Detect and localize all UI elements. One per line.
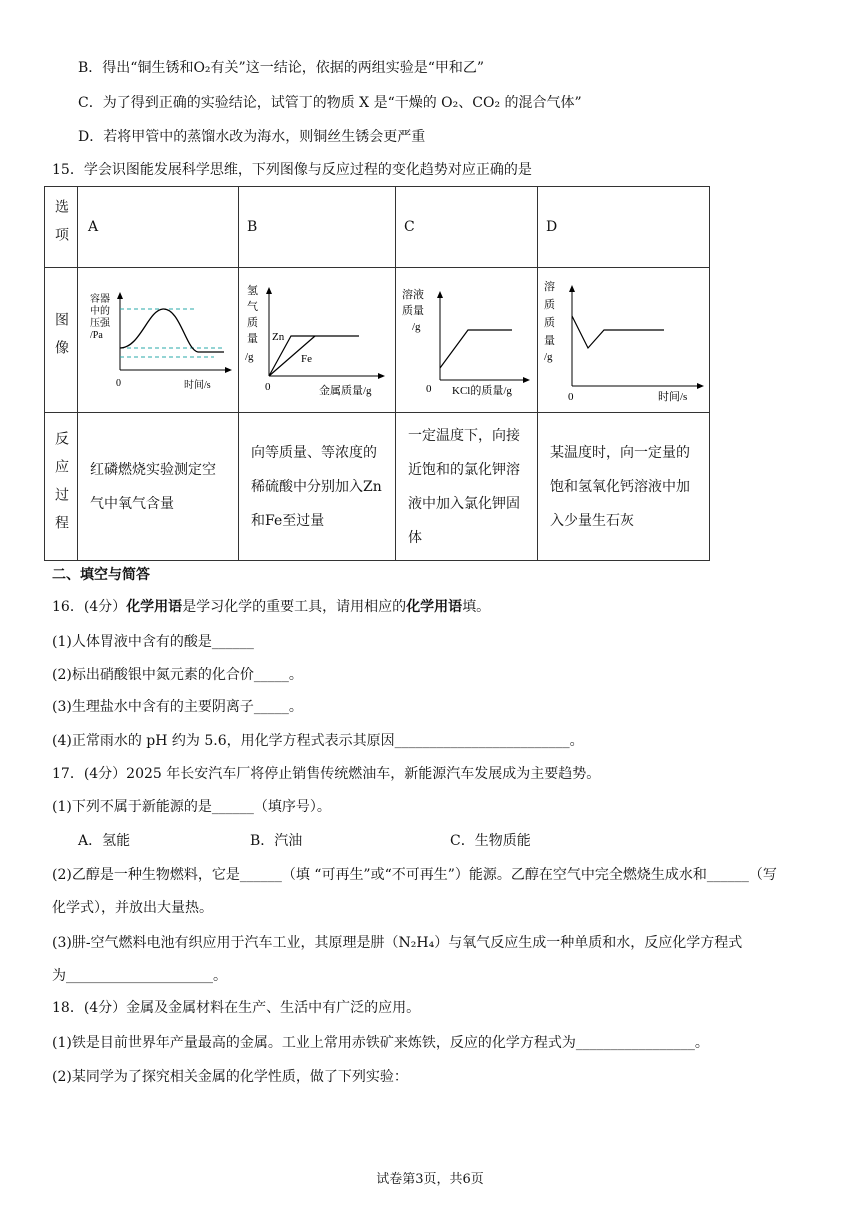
graph-d xyxy=(538,268,710,413)
graph-d-ylabel-3: 质 xyxy=(544,317,555,329)
q17-option-c: C．生物质能 xyxy=(450,833,531,849)
option-b-prev: B．得出“铜生锈和O₂有关”这一结论，依据的两组实验是“甲和乙” xyxy=(78,60,485,76)
option-d-prev: D．若将甲管中的蒸馏水改为海水，则铜丝生锈会更严重 xyxy=(78,129,426,145)
graph-b-origin: 0 xyxy=(265,381,271,393)
q16-item-4: (4)正常雨水的 pH 约为 5.6，用化学方程式表示其原因_________________________。 xyxy=(52,733,584,749)
option-b-header: B xyxy=(239,187,396,268)
graph-b xyxy=(239,268,396,413)
process-c: 一定温度下，向接近饱和的氯化钾溶液中加入氯化钾固体 xyxy=(408,427,520,546)
row-label-process: 反应过程 xyxy=(53,430,69,543)
option-c-header: C xyxy=(396,187,538,268)
q18-item-1: (1)铁是目前世界年产量最高的金属。工业上常用赤铁矿来炼铁，反应的化学方程式为_________________。 xyxy=(52,1035,709,1051)
q17-option-a: A．氢能 xyxy=(78,833,131,849)
q16-item-3: (3)生理盐水中含有的主要阴离子_____。 xyxy=(52,699,303,715)
page-footer: 试卷第3页，共6页 xyxy=(376,1172,484,1187)
graph-c-xlabel: KCl的质量/g xyxy=(452,385,512,397)
graph-b-ylabel-3: 质 xyxy=(247,317,258,329)
graph-a-ylabel-4: /Pa xyxy=(90,330,103,341)
graph-b-ylabel-5: /g xyxy=(245,351,254,363)
q17-item-2b: 化学式），并放出大量热。 xyxy=(52,900,213,916)
graph-b-ylabel-2: 气 xyxy=(247,301,258,313)
q17-item-3a: (3)肼-空气燃料电池有织应用于汽车工业，其原理是肼（N₂H₄）与氧气反应生成一种单质和水，反应化学方程式 xyxy=(52,935,743,951)
graph-a xyxy=(78,268,239,413)
q17-stem: 17．(4分）2025 年长安汽车厂将停止销售传统燃油车，新能源汽车发展成为主要趋势。 xyxy=(52,766,601,782)
graph-c xyxy=(396,268,538,413)
q17-item-2a: (2)乙醇是一种生物燃料，它是______（填 “可再生”或“不可再生”）能源。乙醇在空气中完全燃烧生成水和______（写 xyxy=(52,867,777,883)
graph-c-ylabel-3: /g xyxy=(412,321,421,333)
graph-c-origin: 0 xyxy=(426,383,432,395)
graph-d-origin: 0 xyxy=(568,391,574,403)
q16-item-1: (1)人体胃液中含有的酸是______ xyxy=(52,634,254,650)
graph-d-ylabel-1: 溶 xyxy=(544,281,555,293)
graph-a-ylabel-1: 容器 xyxy=(90,294,110,305)
graph-a-xlabel: 时间/s xyxy=(184,380,211,391)
graph-b-fe-label: Fe xyxy=(301,353,312,365)
q16-stem: 16．(4分）化学用语是学习化学的重要工具，请用相应的化学用语填。 xyxy=(52,599,491,615)
q18-stem: 18．(4分）金属及金属材料在生产、生活中有广泛的应用。 xyxy=(52,1000,421,1016)
q15-stem: 15．学会识图能发展科学思维，下列图像与反应过程的变化趋势对应正确的是 xyxy=(52,162,532,178)
graph-d-ylabel-4: 量 xyxy=(544,335,555,347)
option-d-header: D xyxy=(538,187,710,268)
graph-b-zn-label: Zn xyxy=(272,331,285,343)
graph-b-xlabel: 金属质量/g xyxy=(319,385,372,397)
graph-a-ylabel-2: 中的 xyxy=(90,306,110,317)
row-label-graph: 图像 xyxy=(53,312,69,368)
process-b: 向等质量、等浓度的稀硫酸中分别加入Zn和Fe至过量 xyxy=(251,444,382,529)
graph-d-ylabel-5: /g xyxy=(544,351,553,363)
option-c-prev: C．为了得到正确的实验结论，试管丁的物质 X 是“干燥的 O₂、CO₂ 的混合气体” xyxy=(78,95,582,111)
process-a: 红磷燃烧实验测定空气中氧气含量 xyxy=(90,461,216,512)
q17-item-3b: 为_____________________。 xyxy=(52,968,227,984)
graph-b-ylabel-1: 氢 xyxy=(247,285,258,297)
graph-a-origin: 0 xyxy=(116,378,121,389)
graph-a-ylabel-3: 压强 xyxy=(90,318,110,329)
graph-d-ylabel-2: 质 xyxy=(544,299,555,311)
q16-item-2: (2)标出硝酸银中氮元素的化合价_____。 xyxy=(52,667,303,683)
section-title: 二、填空与简答 xyxy=(52,567,150,583)
option-a-header: A xyxy=(78,187,239,268)
row-label-option: 选项 xyxy=(53,199,69,255)
q18-item-2: (2)某同学为了探究相关金属的化学性质，做了下列实验： xyxy=(52,1069,408,1085)
process-d: 某温度时，向一定量的饱和氢氧化钙溶液中加入少量生石灰 xyxy=(550,444,690,529)
graph-c-ylabel-2: 质量 xyxy=(402,305,424,317)
graph-c-ylabel-1: 溶液 xyxy=(402,289,424,301)
graph-b-ylabel-4: 量 xyxy=(247,333,258,345)
q17-item-1: (1)下列不属于新能源的是______（填序号）。 xyxy=(52,799,331,815)
graph-d-xlabel: 时间/s xyxy=(658,391,688,403)
q17-option-b: B．汽油 xyxy=(250,833,303,849)
q15-table xyxy=(44,186,710,561)
